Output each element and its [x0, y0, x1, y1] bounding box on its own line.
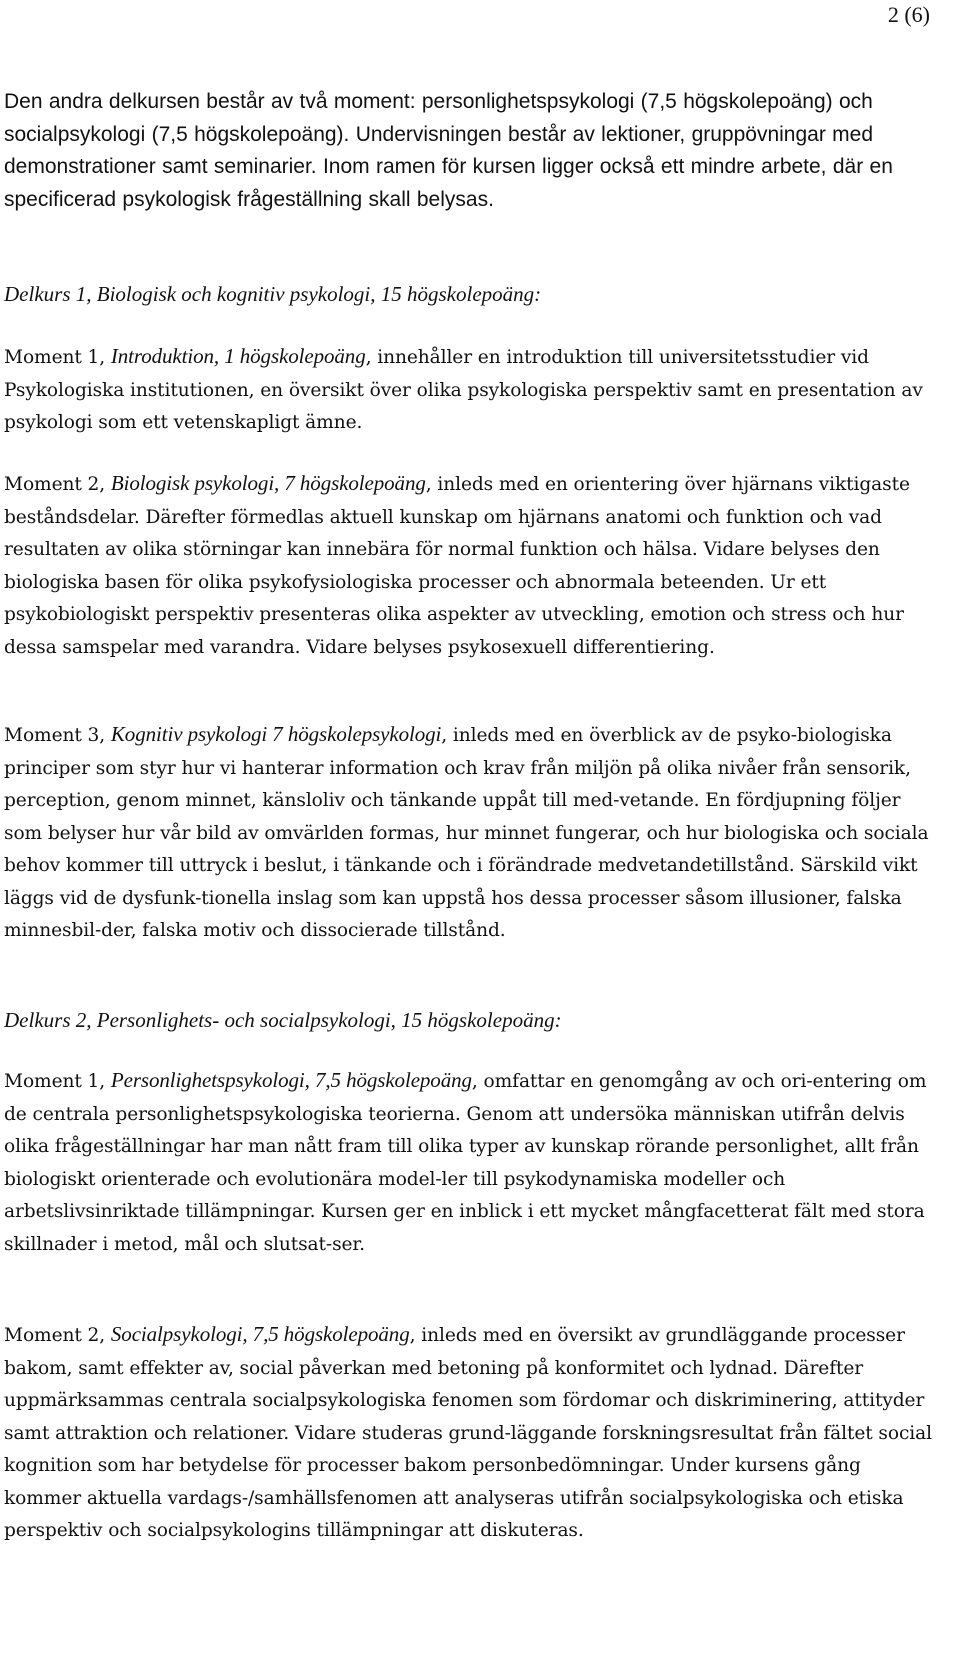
moment-body: , inleds med en överblick av de psyko-biologiska principer som styr hur vi hanterar information och krav från miljön på olika nivåer från sensorik, perception, genom minnet, känsloliv och tänkande uppåt till med-vetande. En fördjupning följer som belyser hur vår bild av omvärlden formas, hur minnet fungerar, och hur biologiska och sociala behov kommer till uttryck i beslut, i tänkande och i förändrade medvetandetillstånd. Särskild vikt läggs vid de dysfunk-tionella inslag som kan uppstå hos dessa processer såsom illusioner, falska minnesbil-der, falska motiv och dissocierade tillstånd. — [4, 725, 929, 941]
moment-body: , innehåller en introduktion till universitetsstudier vid Psykologiska institutionen, en översikt över olika psykologiska perspektiv samt en presentation av psykologi som ett vetenskapligt ämne. — [4, 347, 923, 433]
moment-body: , inleds med en orientering över hjärnans viktigaste beståndsdelar. Därefter förmedlas aktuell kunskap om hjärnans anatomi och funktion och vad resultaten av olika störningar kan innebära för normal funktion och hälsa. Vidare belyses den biologiska basen för olika psykofysiologiska processer och abnormala beteenden. Ur ett psykobiologiskt perspektiv presenteras olika aspekter av utveckling, emotion och stress och hur dessa samspelar med varandra. Vidare belyses psykosexuell differentiering. — [4, 474, 910, 658]
delkurs-1-moment-3-paragraph — [4, 718, 934, 948]
delkurs-2-heading: Delkurs 2, Personlighets- och socialpsykologi, 15 högskolepoäng: — [4, 1008, 562, 1032]
moment-body: , omfattar en genomgång av och ori-entering om de centrala personlighetspsykologiska teorierna. Genom att undersöka människan utifrån delvis olika frågeställningar har man nått fram till olika typer av kunskap rörande personlighet, allt från biologiskt orienterade och evolutionära model-ler till psykodynamiska modeller och arbetslivsinriktade tillämpningar. Kursen ger en inblick i ett mycket mångfacetterat fält med stora skillnader i metod, mål och slutsat-ser. — [4, 1071, 927, 1255]
moment-title: Kognitiv psykologi 7 högskolepsykologi — [110, 722, 442, 746]
moment-title: Socialpsykologi, 7,5 högskolepoäng — [110, 1322, 410, 1346]
moment-title: Introduktion, 1 högskolepoäng — [110, 344, 366, 368]
delkurs-1-moment-1-paragraph — [4, 340, 934, 440]
moment-label: Moment 2, — [4, 1325, 111, 1346]
delkurs-2-moment-1-paragraph — [4, 1064, 934, 1261]
moment-body: , inleds med en översikt av grundläggande processer bakom, samt effekter av, social påverkan med betoning på konformitet och lydnad. Därefter uppmärksammas centrala socialpsykologiska fenomen som fördomar och diskriminering, attityder samt attraktion och relationer. Vidare studeras grund-läggande forskningsresultat från fältet social kognition som har betydelse för processer bakom personbedömningar. Under kursens gång kommer aktuella vardags-/samhällsfenomen att analyseras utifrån socialpsykologiska och etiska perspektiv och socialpsykologins tillämpningar att diskuteras. — [4, 1325, 932, 1541]
moment-label: Moment 2, — [4, 474, 111, 495]
moment-label: Moment 3, — [4, 725, 111, 746]
moment-title: Personlighetspsykologi, 7,5 högskolepoäng — [110, 1068, 472, 1092]
delkurs-1-heading: Delkurs 1, Biologisk och kognitiv psykologi, 15 högskolepoäng: — [4, 282, 542, 306]
page-number: 2 (6) — [887, 2, 930, 27]
delkurs-1-moment-2-paragraph — [4, 467, 934, 664]
moment-title: Biologisk psykologi, 7 högskolepoäng — [110, 471, 426, 495]
delkurs-2-moment-2-paragraph — [4, 1318, 934, 1548]
moment-label: Moment 1, — [4, 347, 111, 368]
intro-paragraph: Den andra delkursen består av två moment: personlighetspsykologi (7,5 högskolepoäng) och socialpsykologi (7,5 högskolepoäng). Undervisningen består av lektioner, gruppövningar med demonstrationer samt seminarier. Inom ramen för kursen ligger också ett mindre arbete, där en specificerad psykologisk frågeställning skall belysas. — [4, 90, 893, 211]
moment-label: Moment 1, — [4, 1071, 111, 1092]
